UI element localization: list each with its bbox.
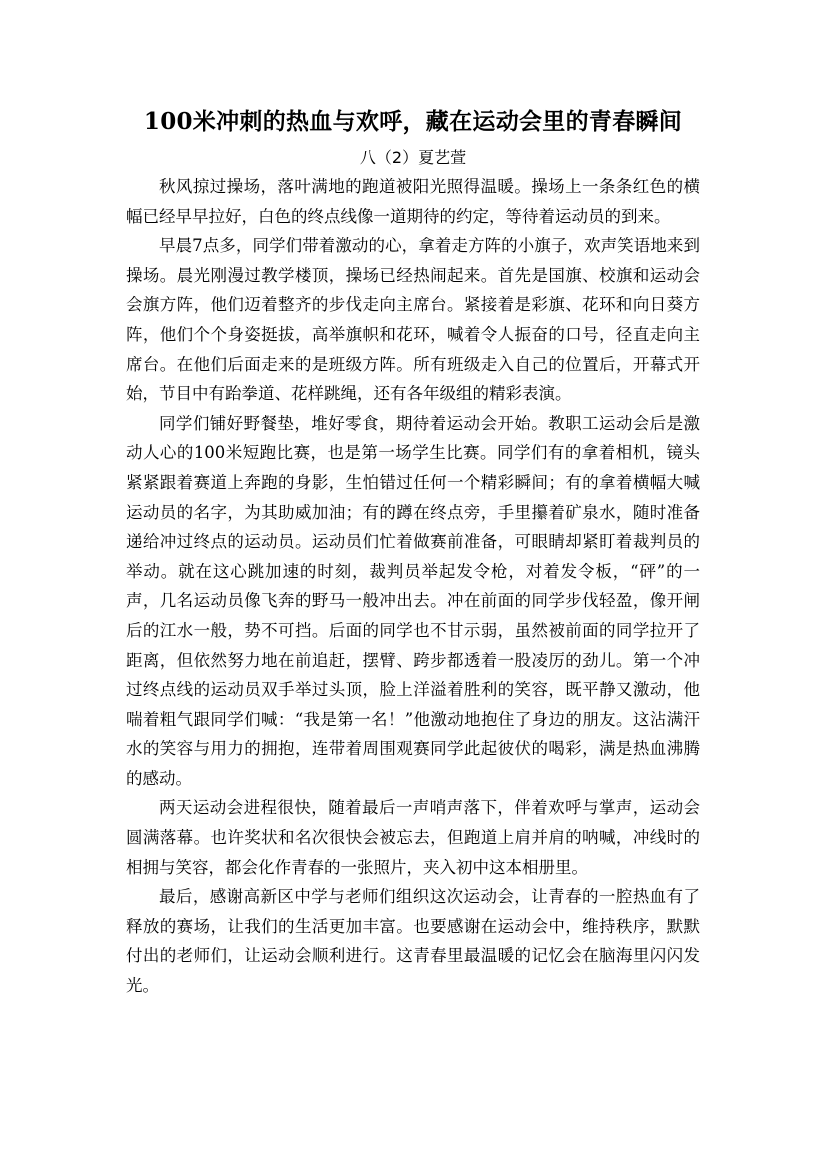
article	[126, 100, 700, 1001]
article-title: 100米冲刺的热血与欢呼，藏在运动会里的青春瞬间	[143, 108, 683, 135]
paragraph-2: 早晨7点多，同学们带着激动的心，拿着走方阵的小旗子，欢声笑语地来到操场。晨光刚漫过教学楼顶，操场已经热闹起来。首先是国旗、校旗和运动会会旗方阵，他们迈着整齐的步伐走向主席台。紧接着是彩旗、花环和向日葵方阵，他们个个身姿挺拔，高举旗帜和花环，喊着令人振奋的口号，径直走向主席台。在他们后面走来的是班级方阵。所有班级走入自己的位置后，开幕式开始，节目中有跆拳道、花样跳绳，还有各年级组的精彩表演。	[126, 236, 700, 404]
paragraph-4: 两天运动会进程很快，随着最后一声哨声落下，伴着欢呼与掌声，运动会圆满落幕。也许奖状和名次很快会被忘去，但跑道上肩并肩的呐喊，冲线时的相拥与笑容，都会化作青春的一张照片，夹入初中这本相册里。	[126, 798, 700, 877]
paragraph-1: 秋风掠过操场，落叶满地的跑道被阳光照得温暖。操场上一条条红色的横幅已经早早拉好，白色的终点线像一道期待的约定，等待着运动员的到来。	[126, 177, 700, 226]
paragraph-3: 同学们铺好野餐垫，堆好零食，期待着运动会开始。教职工运动会后是激动人心的100米短跑比赛，也是第一场学生比赛。同学们有的拿着相机，镜头紧紧跟着赛道上奔跑的身影，生怕错过任何一个精彩瞬间；有的拿着横幅大喊运动员的名字，为其助威加油；有的蹲在终点旁，手里攥着矿泉水，随时准备递给冲过终点的运动员。运动员们忙着做赛前准备，可眼睛却紧盯着裁判员的举动。就在这心跳加速的时刻，裁判员举起发令枪，对着发令板，“砰”的一声，几名运动员像飞奔的野马一般冲出去。冲在前面的同学步伐轻盈，像开闸后的江水一般，势不可挡。后面的同学也不甘示弱，虽然被前面的同学拉开了距离，但依然努力地在前追赶，摆臂、跨步都透着一股凌厉的劲儿。第一个冲过终点线的运动员双手举过头顶，脸上洋溢着胜利的笑容，既平静又激动，他喘着粗气跟同学们喊：“我是第一名！”他激动地抱住了身边的朋友。这沾满汗水的笑容与用力的拥抱，连带着周围观赛同学此起彼伏的喝彩，满是热血沸腾的感动。	[126, 413, 700, 788]
paragraph-5: 最后，感谢高新区中学与老师们组织这次运动会，让青春的一腔热血有了释放的赛场，让我们的生活更加丰富。也要感谢在运动会中，维持秩序，默默付出的老师们，让运动会顺利进行。这青春里最温暖的记忆会在脑海里闪闪发光。	[126, 887, 700, 996]
author-byline: 八（2）夏艺萱	[359, 148, 467, 167]
